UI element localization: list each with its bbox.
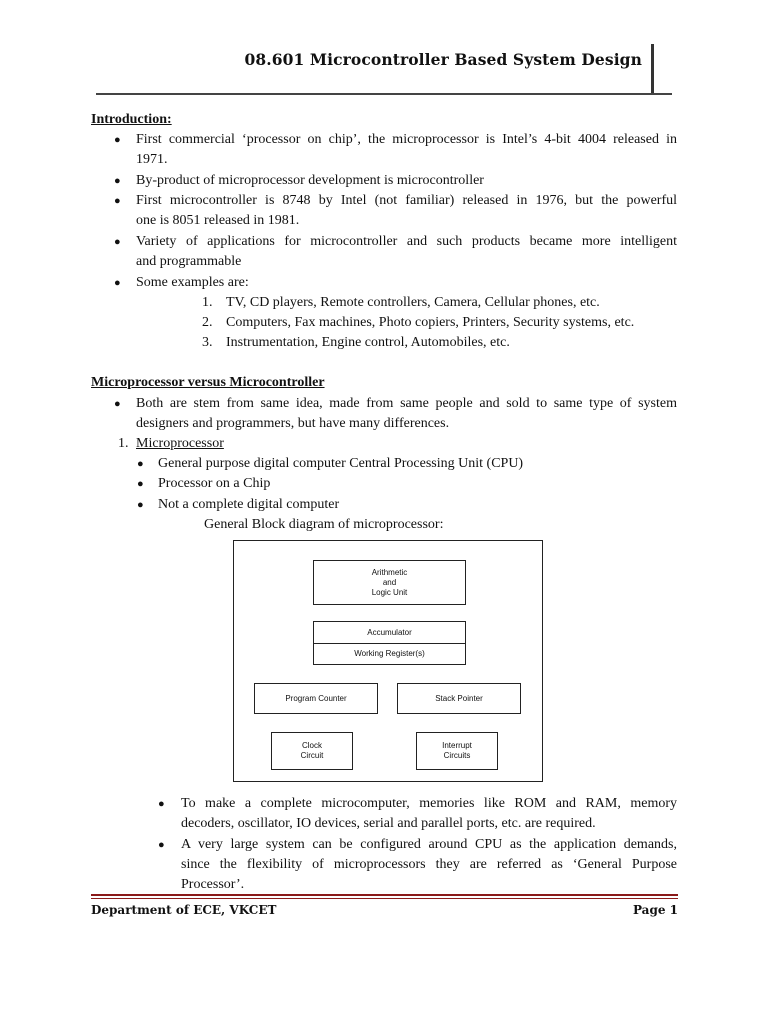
footer-rule	[91, 898, 678, 899]
microprocessor-subheading: Microprocessor	[136, 436, 224, 451]
intro-bullet-1-line-2: 1971.	[136, 152, 168, 167]
clock-circuit-block: Clock Circuit	[271, 732, 353, 770]
header-divider-vertical	[651, 44, 654, 95]
example-text: Computers, Fax machines, Photo copiers, Printers, Security systems, etc.	[226, 315, 635, 330]
stack-pointer-block: Stack Pointer	[397, 683, 521, 714]
intro-heading: Introduction:	[91, 112, 172, 127]
after-bullet-2-line-3: Processor’.	[181, 877, 245, 892]
bullet-icon: ●	[137, 478, 144, 490]
example-text: Instrumentation, Engine control, Automobiles, etc.	[226, 335, 510, 350]
after-bullet-1-line-1: To make a complete microcomputer, memories like ROM and RAM, memory	[181, 796, 677, 811]
intro-bullet-3-line-2: one is 8051 released in 1981.	[136, 213, 300, 228]
bullet-icon: ●	[114, 398, 121, 410]
after-bullet-1-line-2: decoders, oscillator, IO devices, serial and parallel ports, etc. are required.	[181, 816, 596, 831]
example-text: TV, CD players, Remote controllers, Camera, Cellular phones, etc.	[226, 295, 600, 310]
example-number: 1.	[202, 295, 213, 310]
header-divider-horizontal	[96, 93, 672, 95]
bullet-icon: ●	[158, 798, 165, 810]
document-title: 08.601 Microcontroller Based System Design	[244, 50, 642, 69]
bullet-icon: ●	[137, 458, 144, 470]
interrupt-circuits-block: Interrupt Circuits	[416, 732, 498, 770]
intro-bullet-3-line-1: First microcontroller is 8748 by Intel (not familiar) released in 1976, but the powerful	[136, 193, 677, 208]
microprocessor-bullet: Not a complete digital computer	[158, 497, 340, 512]
bullet-icon: ●	[114, 134, 121, 146]
intro-bullet-2: By-product of microprocessor development is microcontroller	[136, 173, 484, 188]
bullet-icon: ●	[114, 236, 121, 248]
after-bullet-2-line-2: since the flexibility of microprocessors they are referred as ‘General Purpose	[181, 857, 677, 872]
example-number: 2.	[202, 315, 213, 330]
bullet-icon: ●	[114, 175, 121, 187]
footer-rule	[91, 894, 678, 896]
after-bullet-2-line-1: A very large system can be configured around CPU as the application demands,	[181, 837, 677, 852]
footer-page-number: Page 1	[632, 903, 678, 917]
mvm-bullet-line-1: Both are stem from same idea, made from same people and sold to same type of system	[136, 396, 677, 411]
intro-bullet-4-line-2: and programmable	[136, 254, 242, 269]
footer-department: Department of ECE, VKCET	[91, 903, 277, 917]
bullet-icon: ●	[137, 499, 144, 511]
accumulator-block: Accumulator	[313, 621, 466, 644]
example-number: 3.	[202, 335, 213, 350]
microprocessor-bullet: Processor on a Chip	[158, 476, 271, 491]
bullet-icon: ●	[114, 195, 121, 207]
mvm-bullet-line-2: designers and programmers, but have many differences.	[136, 416, 450, 431]
sub-number: 1.	[118, 436, 129, 451]
working-registers-block: Working Register(s)	[313, 643, 466, 665]
mvm-heading: Microprocessor versus Microcontroller	[91, 375, 325, 390]
microprocessor-block-diagram	[233, 540, 543, 782]
microprocessor-bullet: General purpose digital computer Central Processing Unit (CPU)	[158, 456, 524, 471]
alu-block: Arithmetic and Logic Unit	[313, 560, 466, 605]
program-counter-block: Program Counter	[254, 683, 378, 714]
bullet-icon: ●	[114, 277, 121, 289]
diagram-caption: General Block diagram of microprocessor:	[204, 517, 444, 532]
bullet-icon: ●	[158, 839, 165, 851]
intro-bullet-4-line-1: Variety of applications for microcontroller and such products became more intelligent	[136, 234, 677, 249]
intro-bullet-1-line-1: First commercial ‘processor on chip’, the microprocessor is Intel’s 4-bit 4004 released in	[136, 132, 677, 147]
intro-bullet-5: Some examples are:	[136, 275, 249, 290]
